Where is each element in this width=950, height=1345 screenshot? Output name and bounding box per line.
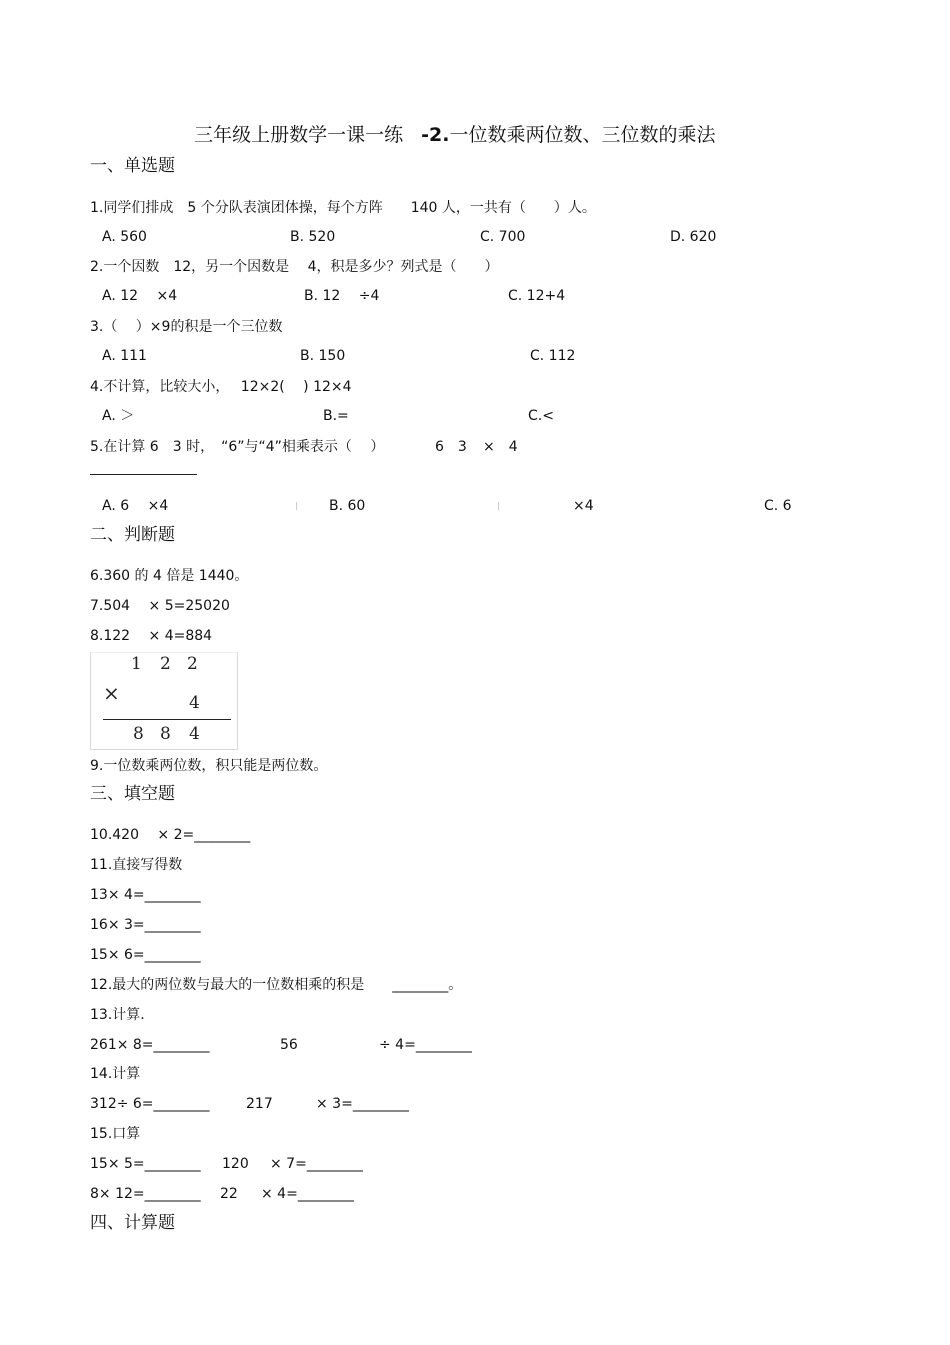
page-title	[182, 107, 715, 145]
question-5-stem: 5.在计算 6 3 时， “6”与“4”相乘表示（ ）	[90, 439, 385, 455]
question-14-stem: 14.计算	[90, 1066, 141, 1082]
title-prefix: 三年级上册数学一课一练	[194, 124, 404, 146]
q14-item-b-number: 217	[246, 1096, 273, 1112]
q11-item: 13× 4=________	[90, 887, 201, 903]
question-2-stem: 2.一个因数 12，另一个因数是 4，积是多少？列式是（ ）	[90, 259, 499, 275]
calc-multiply-sign: ×	[103, 681, 120, 705]
q14-item-a: 312÷ 6=________	[90, 1096, 210, 1112]
question-12: 12.最大的两位数与最大的一位数相乘的积是 ________。	[90, 977, 463, 993]
q11-item: 15× 6=________	[90, 947, 201, 963]
question-10: 10.420 × 2=________	[90, 827, 251, 843]
calc-top-digit: 1	[131, 654, 142, 674]
q5-option-separator	[498, 502, 499, 510]
calc-result-digit: 8	[133, 724, 144, 744]
question-1-stem: 1.同学们排成 5 个分队表演团体操，每个方阵 140 人，一共有（ ）人。	[90, 200, 596, 216]
q8-vertical-calculation-figure	[90, 652, 238, 750]
q4-option-a: A. ＞	[102, 408, 135, 424]
q15-item-d-number: 22	[220, 1186, 238, 1202]
question-15-stem: 15.口算	[90, 1126, 141, 1142]
q11-item: 16× 3=________	[90, 917, 201, 933]
q15-item-b-operation: × 7=________	[270, 1156, 363, 1172]
q5-answer-underline	[90, 474, 197, 475]
question-3-stem: 3.（ ）×9的积是一个三位数	[90, 319, 283, 335]
q15-item-d-operation: × 4=________	[261, 1186, 354, 1202]
question-11-stem: 11.直接写得数	[90, 857, 183, 873]
q14-item-b-operation: × 3=________	[316, 1096, 409, 1112]
q5-option-b-multiplier: ×4	[573, 498, 594, 514]
q5-expression-top: 6 3	[435, 439, 467, 455]
q3-option-c: C. 112	[530, 348, 576, 364]
q13-item-a: 261× 8=________	[90, 1037, 210, 1053]
q3-option-a: A. 111	[102, 348, 147, 364]
section-heading-calculation: 四、计算题	[90, 1213, 175, 1233]
calc-rule-line	[103, 719, 231, 720]
q1-option-a: A. 560	[102, 229, 147, 245]
q13-item-b-number: 56	[280, 1037, 298, 1053]
q2-option-c: C. 12+4	[508, 288, 566, 304]
calc-result-digit: 8	[160, 724, 171, 744]
question-13-stem: 13.计算.	[90, 1007, 145, 1023]
question-7: 7.504 × 5=25020	[90, 598, 230, 614]
q13-item-b-operation: ÷ 4=________	[379, 1037, 472, 1053]
q15-item-b-number: 120	[222, 1156, 249, 1172]
section-heading-single-choice: 一、单选题	[90, 156, 175, 176]
q2-option-b: B. 12 ÷4	[304, 288, 380, 304]
q5-option-b: B. 60	[329, 498, 366, 514]
q5-option-separator	[296, 502, 297, 510]
section-heading-fill-in: 三、填空题	[90, 784, 175, 804]
question-9: 9.一位数乘两位数，积只能是两位数。	[90, 758, 328, 774]
q15-item-c: 8× 12=________	[90, 1186, 201, 1202]
q2-option-a: A. 12 ×4	[102, 288, 178, 304]
question-4-stem: 4.不计算，比较大小， 12×2( ) 12×4	[90, 379, 352, 395]
q15-item-a: 15× 5=________	[90, 1156, 201, 1172]
q1-option-b: B. 520	[290, 229, 336, 245]
calc-result-digit: 4	[189, 724, 200, 744]
q5-option-a: A. 6 ×4	[102, 498, 169, 514]
q5-expression-multiplier: × 4	[483, 439, 518, 455]
title-number: -2.	[421, 124, 450, 146]
calc-multiplier-digit: 4	[189, 693, 200, 713]
title-suffix: 一位数乘两位数、三位数的乘法	[449, 124, 716, 146]
q4-option-b: B.=	[323, 408, 349, 424]
q3-option-b: B. 150	[300, 348, 346, 364]
question-6: 6.360 的 4 倍是 1440。	[90, 568, 249, 584]
q1-option-c: C. 700	[480, 229, 526, 245]
q1-option-d: D. 620	[670, 229, 717, 245]
q5-option-c: C. 6	[764, 498, 792, 514]
section-heading-true-false: 二、判断题	[90, 525, 175, 545]
calc-top-digit: 2	[187, 654, 198, 674]
calc-top-digit: 2	[160, 654, 171, 674]
q4-option-c: C.<	[528, 408, 554, 424]
question-8: 8.122 × 4=884	[90, 628, 213, 644]
